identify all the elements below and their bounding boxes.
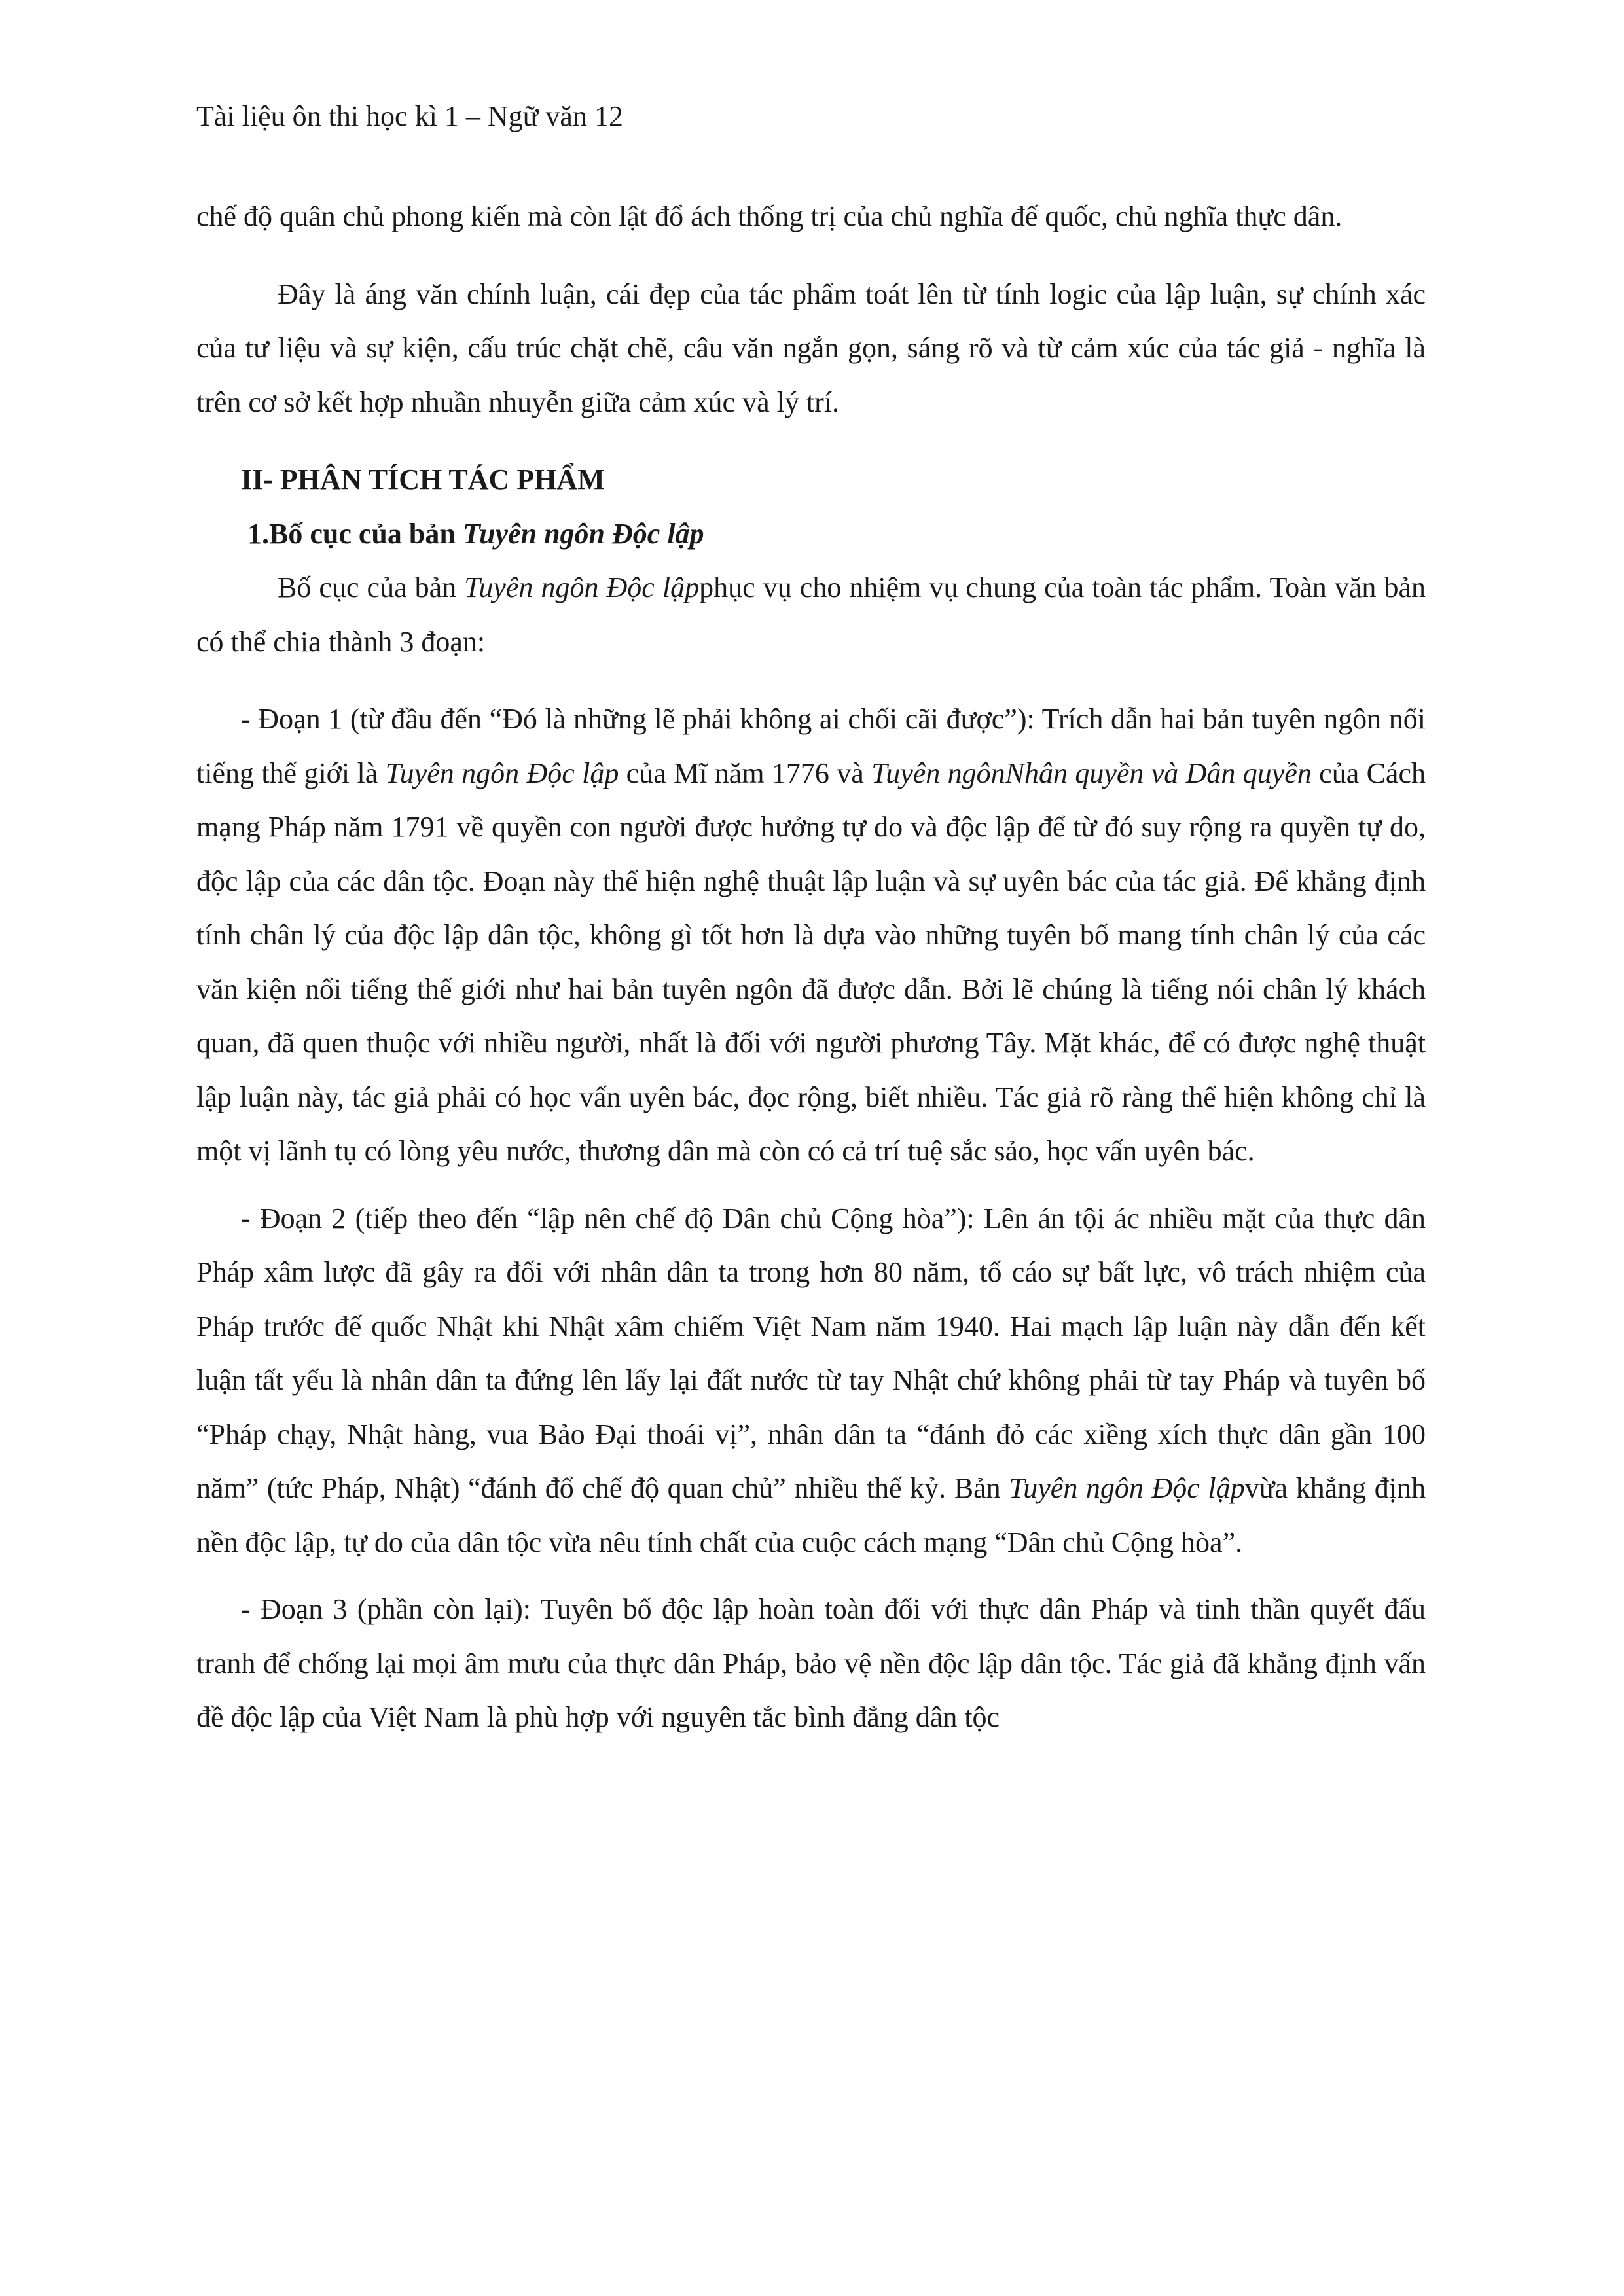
subheading-number: 1.	[247, 517, 269, 550]
document-body	[196, 190, 1426, 1745]
paragraph-summary: Đây là áng văn chính luận, cái đẹp của tác phẩm toát lên từ tính logic của lập luận, sự chính xác của tư liệu và sự kiện, cấu trúc chặt chẽ, câu văn ngắn gọn, sáng rõ và từ cảm xúc của tác giả - nghĩa là trên cơ sở kết hợp nhuần nhuyễn giữa cảm xúc và lý trí.	[196, 278, 1426, 418]
section-heading: II- PHÂN TÍCH TÁC PHẨM	[241, 463, 605, 495]
text-run: vừa khẳng định nền độc lập, tự do của dân tộc vừa nêu tính chất của cuộc cách mạng “Dân chủ Cộng hòa”.	[196, 1472, 1426, 1558]
subheading-italic: Tuyên ngôn Độc lập	[462, 517, 704, 550]
text-run: phục vụ cho nhiệm vụ chung của toàn tác phẩm. Toàn văn bản có thể chia thành 3 đoạn:	[196, 571, 1426, 658]
paragraph-doan-3: - Đoạn 3 (phần còn lại): Tuyên bố độc lập hoàn toàn đối với thực dân Pháp và tinh thần quyết đấu tranh để chống lại mọi âm mưu của thực dân Pháp, bảo vệ nền độc lập dân tộc. Tác giả đã khẳng định vấn đề độc lập của Việt Nam là phù hợp với nguyên tắc bình đẳng dân tộc	[196, 1593, 1426, 1733]
text-run: - Đoạn 2 (tiếp theo đến “lập nên chế độ Dân chủ Cộng hòa”): Lên án tội ác nhiều mặt của thực dân Pháp xâm lược đã gây ra đối với nhân dân ta trong hơn 80 năm, tố cáo sự bất lực, vô trách nhiệm của Pháp trước đế quốc Nhật khi Nhật xâm chiếm Việt Nam năm 1940. Hai mạch lập luận này dẫn đến kết luận tất yếu là nhân dân ta đứng lên lấy lại đất nước từ tay Nhật chứ không phải từ tay Pháp và tuyên bố “Pháp chạy, Nhật hàng, vua Bảo Đại thoái vị”, nhân dân ta “đánh đỏ các xiềng xích thực dân gần 100 năm” (tức Pháp, Nhật) “đánh đổ chế độ quan chủ” nhiều thế kỷ. Bản	[196, 1202, 1426, 1504]
paragraph-continuation: chế độ quân chủ phong kiến mà còn lật đổ ách thống trị của chủ nghĩa đế quốc, chủ nghĩa thực dân.	[196, 200, 1343, 232]
italic-run: Tuyên ngôn Độc lập	[385, 757, 619, 789]
italic-run: Tuyên ngôn Độc lập	[1009, 1472, 1245, 1504]
text-run: Bố cục của bản	[278, 571, 465, 603]
text-run: của Cách mạng Pháp năm 1791 về quyền con người được hưởng tự do và độc lập để từ đó suy rộng ra quyền tự do, độc lập của các dân tộc. Đoạn này thể hiện nghệ thuật lập luận và sự uyên bác của tác giả. Để khẳng định tính chân lý của độc lập dân tộc, không gì tốt hơn là dựa vào những tuyên bố mang tính chân lý của các văn kiện nổi tiếng thế giới như hai bản tuyên ngôn đã được dẫn. Bởi lẽ chúng là tiếng nói chân lý khách quan, đã quen thuộc với nhiều người, nhất là đối với người phương Tây. Mặt khác, để có được nghệ thuật lập luận này, tác giả phải có học vấn uyên bác, đọc rộng, biết nhiều. Tác giả rõ ràng thể hiện không chỉ là một vị lãnh tụ có lòng yêu nước, thương dân mà còn có cả trí tuệ sắc sảo, học vấn uyên bác.	[196, 757, 1426, 1167]
text-run: - Đoạn 1 (từ đầu đến “Đó là những lẽ phải không ai chối cãi được”): Trích dẫn hai bản tuyên ngôn nổi tiếng thế giới là	[196, 703, 1426, 789]
page-header: Tài liệu ôn thi học kì 1 – Ngữ văn 12	[196, 100, 623, 132]
paragraph-structure	[196, 561, 1426, 669]
paragraph-doan-2	[196, 1192, 1426, 1570]
italic-run: Tuyên ngônNhân quyền và Dân quyền	[871, 757, 1312, 789]
subheading-text: Bố cục của bản	[269, 517, 463, 550]
subheading	[196, 507, 1426, 562]
italic-run: Tuyên ngôn Độc lập	[464, 571, 700, 603]
text-run: của Mĩ năm 1776 và	[619, 757, 872, 789]
paragraph-doan-1	[196, 692, 1426, 1179]
